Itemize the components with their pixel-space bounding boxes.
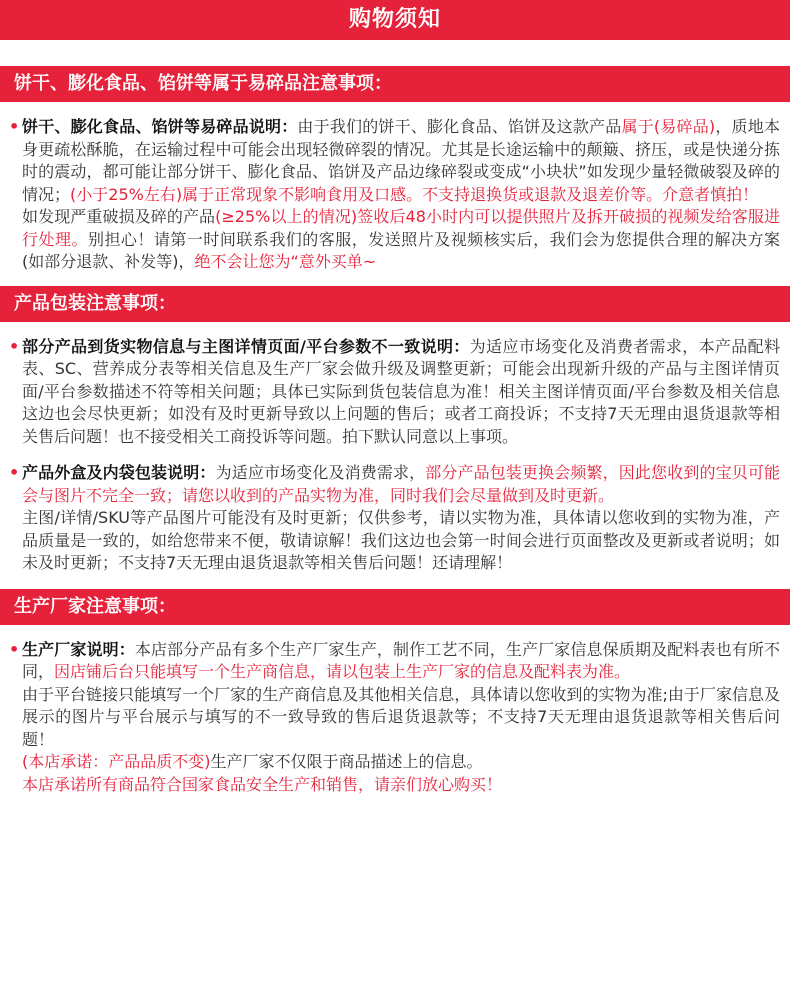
block-text: ，质地本身更疏松酥脆，在运输过程中可能会出现轻微碎裂的情况。尤其是长途运输中的颠簸、挤压，或是快递分拣时的震动，都可能让部分饼干、膨化食品、馅饼及产品边缘碎裂或变成“小块状”如发现少量轻微破裂及碎的情况； [22, 117, 780, 204]
block-text: 为适应市场变化及消费者需求，本产品配料表、SC、营养成分表等相关信息及生产厂家会做升级及调整更新；可能会出现新升级的产品与主图详情页面/平台参数描述不符等相关问题；具体已实际到货包装信息为准！相关主图详情页面/平台参数及相关信息这边也会尽快更新；如没有及时更新导致以上问题的售后；或者工商投诉；不支持7天无理由退货退款等相关售后问题！也不接受相关工商投诉等问题。拍下默认同意以上事项。 [22, 336, 780, 446]
highlight-text: 本店承诺所有商品符合国家食品安全生产和销售，请亲们放心购买！ [22, 774, 503, 794]
highlight-text: (小于25%左右)属于正常现象不影响食用及口感。不支持退换货或退款及退差价等。介意者慎拍！ [70, 184, 759, 204]
block-heading: 产品外盒及内袋包装说明： [22, 463, 216, 482]
block-text: 为适应市场变化及消费需求， [215, 463, 426, 482]
fragile-damage-paragraph [22, 206, 780, 274]
block-text: 如发现严重破损及碎的产品 [22, 207, 216, 226]
bullet-dot-icon: • [9, 117, 20, 136]
bullet-dot-icon: • [9, 639, 20, 659]
block-text: 由于平台链接只能填写一个厂家的生产商信息及其他相关信息，具体请以您收到的实物为准;由于厂家信息及展示的图片与平台展示与填写的不一致导致的售后退货退款等；不支持7天无理由退货退款等相关售后问题！ [22, 684, 780, 749]
manufacturer-block [0, 639, 790, 797]
section-header-manufacturer [0, 589, 790, 625]
section-header-packaging [0, 286, 790, 322]
highlight-text: (本店承诺：产品品质不变) [22, 752, 211, 771]
fragile-paragraph [22, 116, 780, 206]
block-text: 生产厂家不仅限于商品描述上的信息。 [210, 752, 483, 771]
page-title-banner [0, 0, 790, 40]
section-title: 生产厂家注意事项： [14, 595, 176, 617]
block-text: 本店部分产品有多个生产厂家生产，制作工艺不同，生产厂家信息保质期及配料表也有所不同， [22, 639, 780, 681]
highlight-text: (≥25%以上的情况)签收后48小时内可以提供照片及拆开破损的视频发给客服进行处理。 [22, 207, 780, 249]
info-mismatch-paragraph [22, 336, 780, 449]
block-heading: 饼干、膨化食品、馅饼等易碎品说明： [22, 117, 298, 136]
packaging-block [0, 462, 790, 575]
highlight-text: 绝不会让您为“意外买单~ [194, 252, 377, 271]
block-text: 主图/详情/SKU等产品图片可能没有及时更新；仅供参考，请以实物为准，具体请以您收到的实物为准，产品质量是一致的，如给您带来不便，敬请谅解！我们这边也会第一时间会进行页面整改及更新或者说明；如未及时更新；不支持7天无理由退货退款等相关售后问题！还请理解！ [22, 508, 780, 572]
manufacturer-paragraph [22, 639, 780, 684]
section-title: 饼干、膨化食品、馅饼等属于易碎品注意事项： [14, 73, 392, 94]
fragile-notice-block [0, 116, 790, 274]
bullet-dot-icon: • [9, 336, 20, 356]
page-title: 购物须知 [348, 7, 441, 32]
highlight-text: 属于(易碎品) [621, 117, 716, 136]
section-header-fragile [0, 66, 790, 102]
highlight-text: 因店铺后台只能填写一个生产商信息，请以包装上生产厂家的信息及配料表为准。 [54, 662, 631, 681]
packaging-images-paragraph [22, 507, 780, 575]
quality-promise-paragraph [22, 751, 780, 774]
block-heading: 生产厂家说明： [22, 639, 135, 659]
block-text: 由于我们的饼干、膨化食品、馅饼及这款产品 [297, 117, 622, 136]
safety-promise-paragraph [22, 774, 780, 797]
highlight-text: 部分产品包装更换会频繁，因此您收到的宝贝可能会与图片不完全一致；请您以收到的产品实物为准，同时我们会尽量做到及时更新。 [22, 463, 780, 505]
manufacturer-platform-paragraph [22, 684, 780, 752]
info-mismatch-block [0, 336, 790, 449]
bullet-dot-icon: • [9, 463, 20, 482]
block-heading: 部分产品到货实物信息与主图详情页面/平台参数不一致说明： [22, 336, 470, 356]
packaging-paragraph [22, 462, 780, 507]
block-text: 别担心！请第一时间联系我们的客服，发送照片及视频核实后，我们会为您提供合理的解决方案(如部分退款、补发等)， [22, 229, 780, 271]
section-title: 产品包装注意事项： [14, 292, 176, 314]
